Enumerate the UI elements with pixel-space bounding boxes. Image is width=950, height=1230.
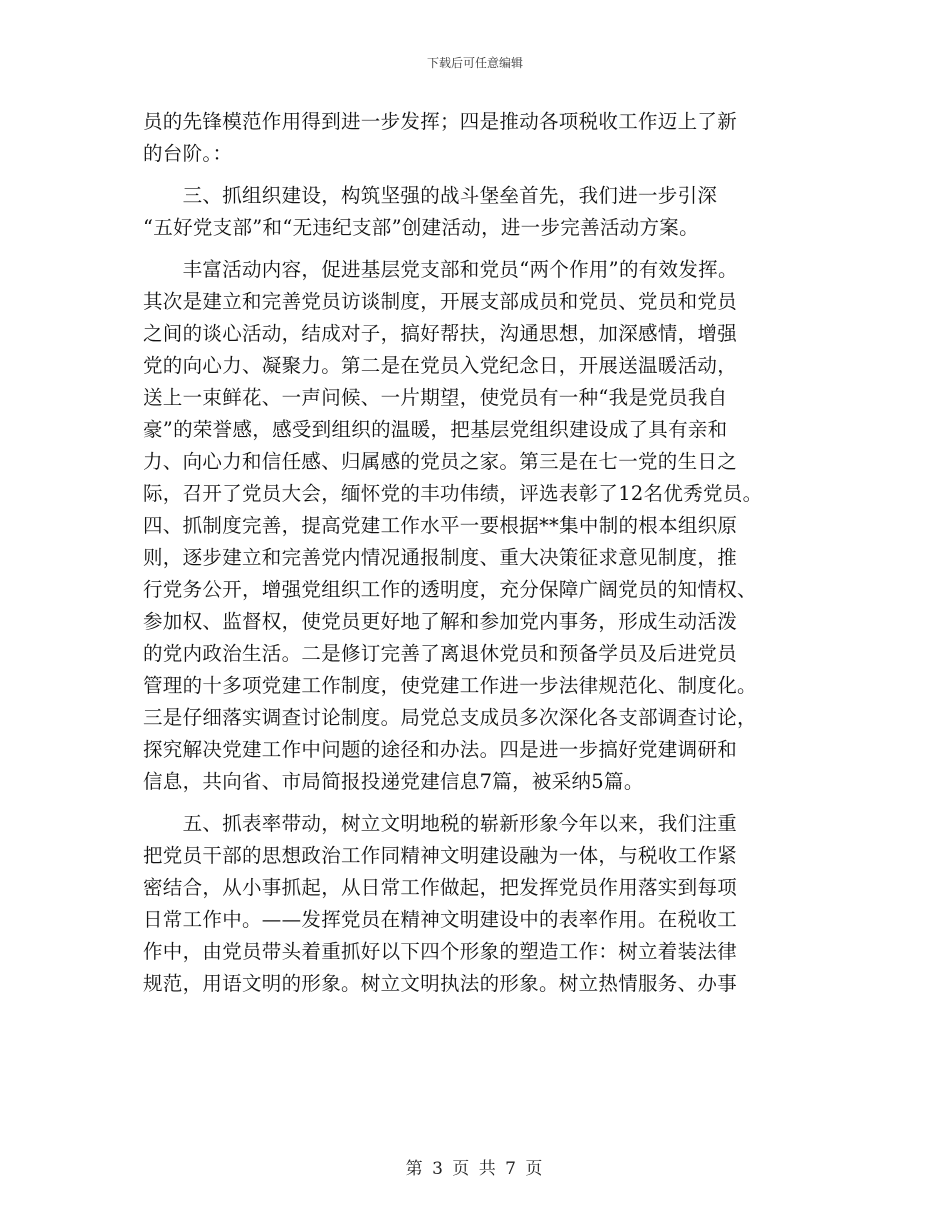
text-line: 的台阶。： [143,142,233,165]
text-line: 密结合，从小事抓起，从日常工作做起，把发挥党员作用落实到每项 [143,876,738,899]
text-line: “五好党支部”和“无违纪支部”创建活动，进一步完善活动方案。 [143,216,699,239]
text-line: 三是仔细落实调查讨论制度。局党总支成员多次深化各支部调查讨论， [143,706,757,729]
text-line: 党的向心力、凝聚力。第二是在党员入党纪念日，开展送温暖活动， [143,354,738,377]
text-line: 的党内政治生活。二是修订完善了离退休党员和预备学员及后进党员 [143,642,738,665]
page-header-note: 下载后可任意编辑 [426,56,523,70]
text-line: 际，召开了党员大会，缅怀党的丰功伟绩，评选表彰了12名优秀党员。 [143,482,763,505]
text-line: 豪”的荣誉感，感受到组织的温暖，把基层党组织建设成了具有亲和 [143,418,728,441]
text-line: 三、抓组织建设，构筑坚强的战斗堡垒首先，我们进一步引深 [143,184,718,207]
text-line: 日常工作中。——发挥党员在精神文明建设中的表率作用。在税收工 [143,908,738,931]
text-line: 规范，用语文明的形象。树立文明执法的形象。树立热情服务、办事 [143,972,738,995]
text-line: 送上一束鲜花、一声问候、一片期望，使党员有一种“我是党员我自 [143,386,728,409]
text-line: 管理的十多项党建工作制度，使党建工作进一步法律规范化、制度化。 [143,674,757,697]
text-line: 五、抓表率带动，树立文明地税的崭新形象今年以来，我们注重 [143,812,738,835]
text-line: 之间的谈心活动，结成对子，搞好帮扶，沟通思想，加深感情，增强 [143,322,738,345]
text-line: 则，逐步建立和完善党内情况通报制度、重大决策征求意见制度，推 [143,546,738,569]
text-line: 员的先锋模范作用得到进一步发挥；四是推动各项税收工作迈上了新 [143,110,738,133]
text-line: 信息，共向省、市局简报投递党建信息7篇，被采纳5篇。 [143,770,644,793]
text-line: 力、向心力和信任感、归属感的党员之家。第三是在七一党的生日之 [143,450,738,473]
page-number-footer: 第 3 页 共 7 页 [405,1159,545,1179]
text-line: 作中，由党员带头着重抓好以下四个形象的塑造工作：树立着装法律 [143,940,738,963]
text-line: 丰富活动内容，促进基层党支部和党员“两个作用”的有效发挥。 [143,258,738,281]
text-line: 其次是建立和完善党员访谈制度，开展支部成员和党员、党员和党员 [143,290,738,313]
text-line: 把党员干部的思想政治工作同精神文明建设融为一体，与税收工作紧 [143,844,738,867]
text-line: 探究解决党建工作中问题的途径和办法。四是进一步搞好党建调研和 [143,738,738,761]
text-line: 四、抓制度完善，提高党建工作水平一要根据**集中制的根本组织原 [143,514,738,537]
text-line: 行党务公开，增强党组织工作的透明度，充分保障广阔党员的知情权、 [143,578,757,601]
text-line: 参加权、监督权，使党员更好地了解和参加党内事务，形成生动活泼 [143,610,738,633]
